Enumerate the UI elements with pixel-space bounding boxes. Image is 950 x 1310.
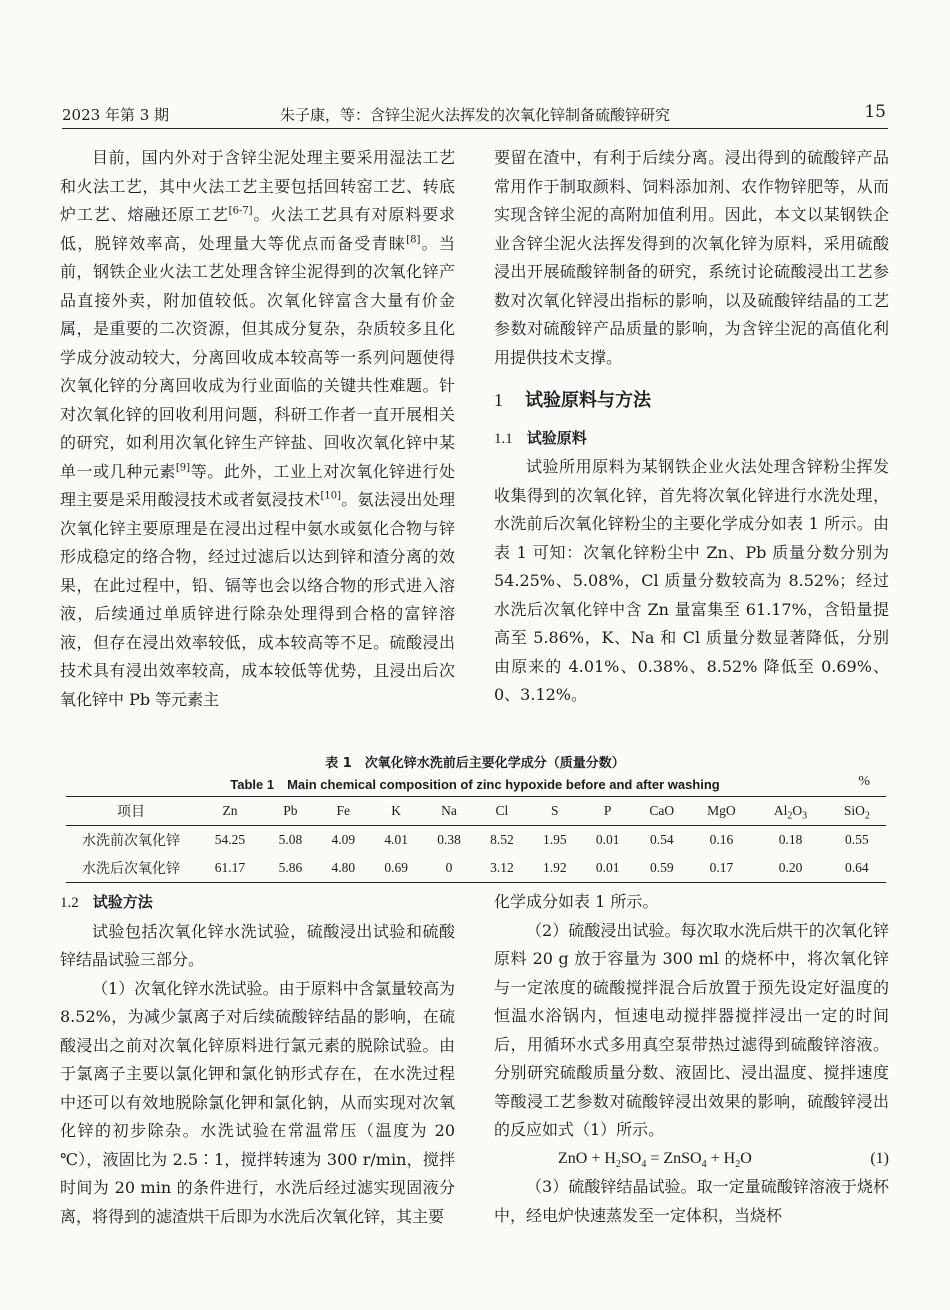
subsection-heading <box>494 424 889 454</box>
table-cell: 5.86 <box>278 860 303 875</box>
page-number: 15 <box>864 102 886 122</box>
eq-sub: 2 <box>735 1158 741 1170</box>
eq-part: ZnO + H <box>558 1149 616 1167</box>
eq-part: + H <box>706 1149 736 1167</box>
header-cell: K <box>391 803 402 818</box>
table-cell: 4.80 <box>331 860 356 875</box>
materials-paragraph: 试验所用原料为某钢铁企业火法处理含锌粉尘挥发收集得到的次氧化锌，首先将次氧化锌进行水洗处理，水洗前后次氧化锌粉尘的主要化学成分如表 1 所示。由表 1 可知：次氧化锌粉尘中 Zn、Pb 质量分数分别为 54.25%、5.08%，Cl 质量分数较高为 8.52%；经过水洗后次氧化锌中含 Zn 量富集至 61.17%，含铅量提高至 5.86%，K、Na 和 Cl 质量分数显著降低，分别由原来的 4.01%、0.38%、8.52% 降低至 0.69%、0、3.12%。 <box>494 457 889 704</box>
subsection-title: 试验方法 <box>92 893 153 911</box>
section-title: 试验原料与方法 <box>525 390 651 411</box>
table-cell: 61.17 <box>214 860 246 875</box>
journal-issue: 2023 年第 3 期 <box>62 106 170 124</box>
formula-part: SiO <box>843 803 865 818</box>
intro-paragraph <box>60 144 455 714</box>
intro-continued: 要留在渣中，有利于后续分离。浸出得到的硫酸锌产品常用作于制取颜料、饲料添加剂、农作物锌肥等，从而实现含锌尘泥的高附加值利用。因此，本文以某钢铁企业含锌尘泥火法挥发得到的次氧化锌为原料，采用硫酸浸出开展硫酸锌制备的研究，系统讨论硫酸浸出工艺参数对次氧化锌浸出指标的影响，以及硫酸锌结晶的工艺参数对硫酸锌产品质量的影响，为含锌尘泥的高值化利用提供技术支撑。 <box>494 148 889 367</box>
header-cell <box>828 797 886 826</box>
eq-part: O <box>740 1149 752 1167</box>
methods-continued: 化学成分如表 1 所示。 <box>494 892 659 911</box>
formula-sub: 2 <box>864 810 870 822</box>
header-cell: MgO <box>707 803 736 818</box>
eq-sub: 2 <box>615 1158 621 1170</box>
header-cell: P <box>603 803 612 818</box>
running-header <box>62 100 888 129</box>
table-cell: 0.64 <box>845 860 869 875</box>
formula-sub: 3 <box>802 810 808 822</box>
header-cell <box>753 797 827 826</box>
subsection-number: 1.1 <box>494 430 513 447</box>
header-cell: 项目 <box>117 804 145 820</box>
header-cell: S <box>551 803 559 818</box>
section-heading <box>494 386 889 416</box>
text-run: 目前，国内外对于含锌尘泥处理主要采用湿法工艺和火法工艺，其中火法工艺主要包括回转窑工艺、转底炉工艺、熔融还原工艺 <box>60 148 455 224</box>
table-cell: 54.25 <box>214 832 246 847</box>
table-cell: 4.09 <box>331 832 356 847</box>
header-cell: Cl <box>495 803 509 818</box>
formula-part: Al <box>773 803 788 818</box>
table-unit: % <box>858 774 870 789</box>
column-top-right <box>494 144 889 710</box>
column-bottom-right <box>494 888 889 1230</box>
table-row <box>66 854 886 883</box>
crystallization-paragraph: （3）硫酸锌结晶试验。取一定量硫酸锌溶液于烧杯中，经电炉快速蒸发至一定体积，当烧杯 <box>494 1177 889 1225</box>
leaching-paragraph: （2）硫酸浸出试验。每次取水洗后烘干的次氧化锌原料 20 g 放于容量为 300 ml 的烧杯中，将次氧化锌与一定浓度的硫酸搅拌混合后放置于预先设定好温度的恒温水浴锅内，恒速电动搅拌器搅拌浸出一定的时间后，用循环水式多用真空泵带热过滤得到硫酸锌溶液。分别研究硫酸质量分数、液固比、浸出温度、搅拌速度等酸浸工艺参数对硫酸锌浸出效果的影响，硫酸锌浸出的反应如式（1）所示。 <box>494 920 889 1139</box>
section-number: 1 <box>494 390 503 410</box>
table-cell: 0.01 <box>595 832 620 847</box>
equation-1 <box>494 1145 889 1174</box>
table-cell: 0.59 <box>649 860 674 875</box>
eq-part: SO <box>620 1149 642 1167</box>
equation-body <box>526 1145 752 1174</box>
subsection-heading <box>60 888 455 918</box>
table-cell: 0.38 <box>437 832 461 847</box>
table-caption-en: Table 1 Main chemical composition of zinc hypoxide before and after washing <box>230 777 720 792</box>
column-bottom-left <box>60 888 455 1231</box>
table-cell: 0.55 <box>845 832 869 847</box>
running-title: 朱子康，等：含锌尘泥火法挥发的次氧化锌制备硫酸锌研究 <box>279 106 670 124</box>
citation: [6-7] <box>228 205 253 217</box>
table-cell: 0.69 <box>384 860 408 875</box>
equation-number: (1) <box>870 1149 889 1167</box>
subsection-number: 1.2 <box>60 895 79 911</box>
eq-sub: 4 <box>701 1158 707 1170</box>
header-cell: Zn <box>222 803 238 818</box>
table-cell: 1.95 <box>542 832 567 847</box>
methods-paragraph: 试验包括次氧化锌水洗试验，硫酸浸出试验和硫酸锌结晶试验三部分。 <box>60 921 455 969</box>
table-cell: 8.52 <box>490 832 514 847</box>
table-row <box>66 826 886 855</box>
text-run: 等。此外，工业上对次氧化锌进行处理主要是采用酸浸技术或者氨浸技术 <box>60 461 455 509</box>
header-cell: CaO <box>649 803 675 818</box>
header-cell: Fe <box>336 803 351 818</box>
table-cell: 5.08 <box>278 832 303 847</box>
header-cell: Na <box>441 803 457 818</box>
subsection-title: 试验原料 <box>526 428 587 447</box>
eq-part: = ZnSO <box>646 1149 702 1167</box>
citation: [8] <box>406 234 421 246</box>
header-cell: Pb <box>283 803 298 818</box>
table-cell: 0.17 <box>709 860 734 875</box>
composition-table <box>66 796 886 883</box>
formula-part: O <box>792 803 803 818</box>
table-cell: 0.01 <box>595 860 620 875</box>
column-top-left <box>60 144 455 714</box>
table-cell: 0 <box>445 860 453 875</box>
row-label: 水洗前次氧化锌 <box>82 833 180 849</box>
table-header-row <box>66 797 886 826</box>
text-run: 。火法工艺具有对原料要求低，脱锌效率高，处理量大等优点而备受青睐 <box>60 205 455 253</box>
formula-sub: 2 <box>787 810 793 822</box>
row-label: 水洗后次氧化锌 <box>82 861 180 877</box>
citation: [9] <box>175 462 191 474</box>
eq-sub: 4 <box>641 1158 647 1170</box>
table-cell: 0.18 <box>778 832 803 847</box>
washing-paragraph: （1）次氧化锌水洗试验。由于原料中含氯量较高为 8.52%，为减少氯离子对后续硫酸锌结晶的影响，在硫酸浸出之前对次氧化锌原料进行氯元素的脱除试验。由于氯离子主要以氯化钾和氯化钠形式存在，在水洗过程中还可以有效地脱除氯化钾和氯化钠，从而实现对次氧化锌的初步除杂。水洗试验在常温常压（温度为 20 ℃），液固比为 2.5∶1，搅拌转速为 300 r/min，搅拌时间为 20 min 的条件进行，水洗后经过滤实现固液分离，将得到的滤渣烘干后即为水洗后次氧化锌，其主要 <box>60 978 455 1226</box>
text-run: 。当前，钢铁企业火法工艺处理含锌尘泥得到的次氧化锌产品直接外卖，附加值较低。次氧化锌富含大量有价金属，是重要的二次资源，但其成分复杂，杂质较多且化学成分波动较大，分离回收成本较高等一系列问题使得次氧化锌的分离回收成为行业面临的关键共性难题。针对次氧化锌的回收利用问题，科研工作者一直开展相关的研究，如利用次氧化锌生产锌盐、回收次氧化锌中某单一或几种元素 <box>60 233 455 481</box>
table-cell: 0.20 <box>778 860 803 875</box>
text-run: 。氨法浸出处理次氧化锌主要原理是在浸出过程中氨水或氨化合物与锌形成稳定的络合物，经过过滤后以达到锌和渣分离的效果，在此过程中，铅、镉等也会以络合物的形式进入溶液，后续通过单质锌进行除杂处理得到合格的富锌溶液，但存在浸出效率较低，成本较高等不足。硫酸浸出技术具有浸出效率较高，成本较低等优势，且浸出后次氧化锌中 Pb 等元素主 <box>60 490 455 709</box>
table-cell: 0.16 <box>709 832 734 847</box>
table-caption-cn: 表 1 次氧化锌水洗前后主要化学成分（质量分数） <box>325 756 625 771</box>
citation: [10] <box>320 490 342 502</box>
table-cell: 1.92 <box>542 860 567 875</box>
table-cell: 0.54 <box>649 832 674 847</box>
table-cell: 3.12 <box>490 860 514 875</box>
table-cell: 4.01 <box>384 832 408 847</box>
